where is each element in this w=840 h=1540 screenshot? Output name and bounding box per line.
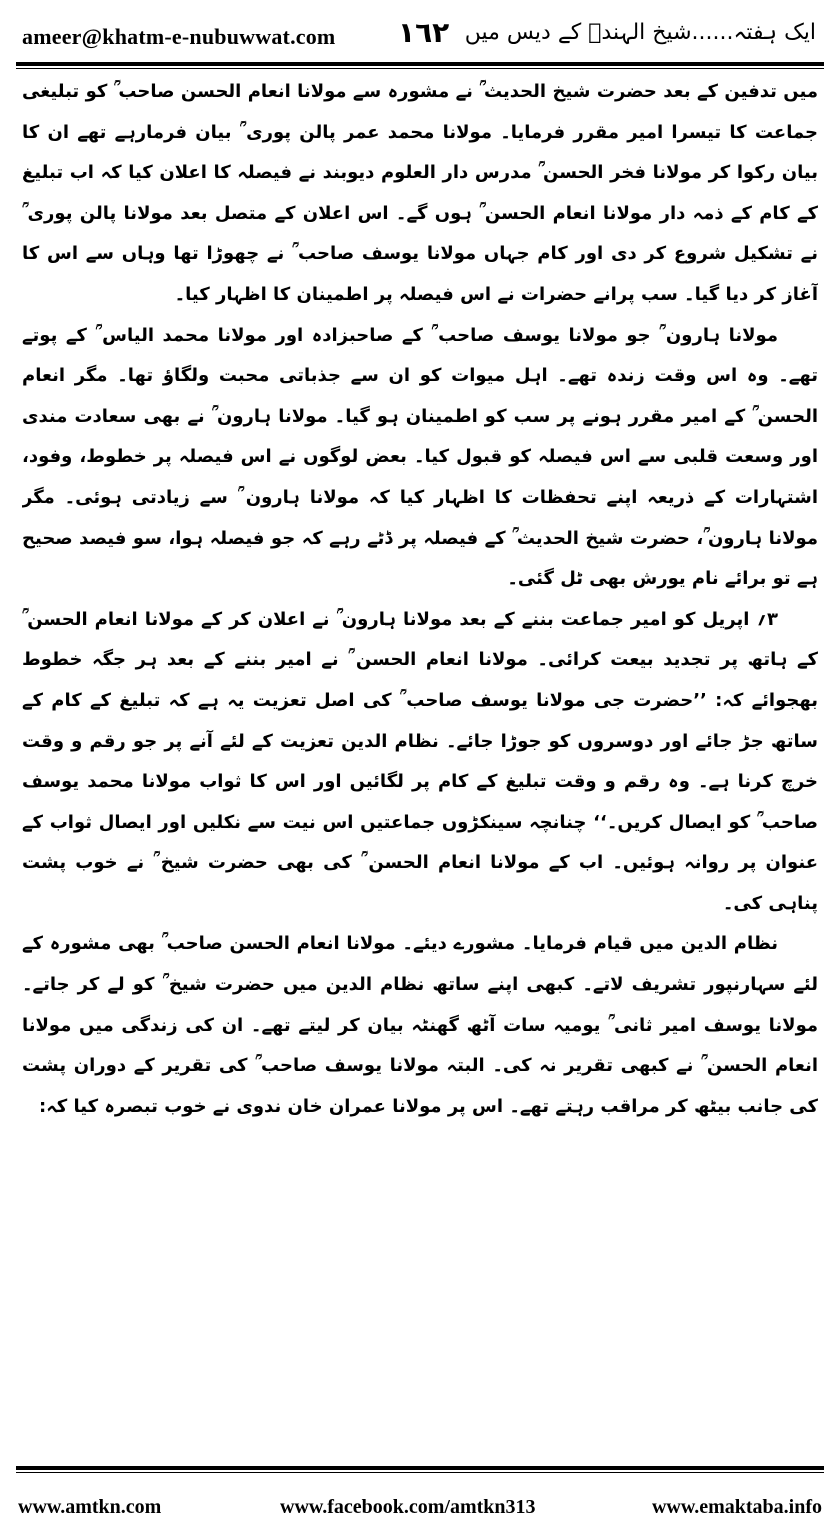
page-number: ١٦٢ [398,16,450,49]
header-email: ameer@khatm-e-nubuwwat.com [22,24,336,49]
paragraph-3: ۳؍ اپریل کو امیر جماعت بننے کے بعد مولانا ہارون ؒ نے اعلان کر کے مولانا انعام الحسن ؒ کے ہاتھ پر تجدید بیعت کرائی۔ مولانا انعام الحسن ؒ نے امیر بننے کے بعد ہر جگہ خطوط بھجوائے کہ: ’’حضرت جی مولانا یوسف صاحب ؒ کی اصل تعزیت یہ ہے کہ تبلیغ کے کام کے ساتھ جڑ جائے اور دوسروں کو جوڑا جائے۔ نظام الدین تعزیت کے لئے آنے پر جو رقم و وقت خرچ کرنا ہے۔ وہ رقم و وقت تبلیغ کے کام پر لگائیں اور اس کا ثواب مولانا محمد یوسف صاحب ؒ کو ایصال کریں۔‘‘ چنانچہ سینکڑوں جماعتیں اس نیت سے نکلیں اور ایصال ثواب کے عنوان پر روانہ ہوئیں۔ اب کے مولانا انعام الحسن ؒ کی بھی حضرت شیخ ؒ نے خوب پشت پناہی کی۔ [22,608,818,914]
paragraph-1: میں تدفین کے بعد حضرت شیخ الحدیث ؒ نے مشورہ سے مولانا انعام الحسن صاحب ؒ کو تبلیغی جماعت کا تیسرا امیر مقرر فرمایا۔ مولانا محمد عمر پالن پوری ؒ بیان فرمارہے تھے ان کا بیان رکوا کر مولانا فخر الحسن ؒ مدرس دار العلوم دیوبند نے فیصلہ کا اعلان کیا کہ اب تبلیغ کے کام کے ذمہ دار مولانا انعام الحسن ؒ ہوں گے۔ اس اعلان کے متصل بعد مولانا پالن پوری ؒ نے تشکیل شروع کر دی اور کام جہاں مولانا یوسف صاحب ؒ نے چھوڑا تھا وہاں سے اس کا آغاز کر دیا گیا۔ سب پرانے حضرات نے اس فیصلہ پر اطمینان کا اظہار کیا۔ [22,81,818,305]
footer-link-facebook[interactable]: www.facebook.com/amtkn313 [280,1496,536,1518]
header-divider-thin [16,68,824,69]
paragraph-4: نظام الدین میں قیام فرمایا۔ مشورے دیئے۔ مولانا انعام الحسن صاحب ؒ بھی مشورہ کے لئے سہارنپور تشریف لاتے۔ کبھی اپنے ساتھ نظام الدین میں حضرت شیخ ؒ کو لے کر جاتے۔ مولانا یوسف امیر ثانی ؒ یومیہ سات آٹھ گھنٹہ بیان کر لیتے تھے۔ ان کی زندگی میں مولانا انعام الحسن ؒ نے کبھی تقریر نہ کی۔ البتہ مولانا یوسف صاحب ؒ کی تقریر کے دوران پشت کی جانب بیٹھ کر مراقب رہتے تھے۔ اس پر مولانا عمران خان ندوی نے خوب تبصرہ کیا کہ: [22,933,818,1117]
page-body [22,72,818,1462]
footer-link-emaktaba[interactable]: www.emaktaba.info [651,1496,822,1518]
header-divider [16,62,824,66]
footer-link-amtkn[interactable]: www.amtkn.com [18,1496,162,1518]
footer-divider [16,1466,824,1470]
paragraph-2: مولانا ہارون ؒ جو مولانا یوسف صاحب ؒ کے صاحبزادہ اور مولانا محمد الیاس ؒ کے پوتے تھے۔ وہ اس وقت زندہ تھے۔ اہل میوات کو ان سے جذباتی محبت ولگاؤ تھا۔ مگر انعام الحسن ؒ کے امیر مقرر ہونے پر سب کو اطمینان ہو گیا۔ مولانا ہارون ؒ نے بھی سعادت مندی اور وسعت قلبی سے اس فیصلہ کو قبول کیا۔ بعض لوگوں نے اس فیصلہ پر خطوط، وفود، اشتہارات کے ذریعہ اپنے تحفظات کا اظہار کیا کہ مولانا ہارون ؒ سے زیادتی ہوئی۔ مگر مولانا ہارون ؒ، حضرت شیخ الحدیث ؒ کے فیصلہ پر ڈٹے رہے کہ جو فیصلہ ہوا، سو فیصد صحیح ہے تو برائے نام یورش بھی ٹل گئی۔ [22,324,818,590]
page-header [16,14,824,60]
page-footer [14,1496,826,1530]
footer-divider-thin [16,1472,824,1473]
book-title: ایک ہفتہ......شیخ الہندؒ کے دیس میں [464,20,816,45]
